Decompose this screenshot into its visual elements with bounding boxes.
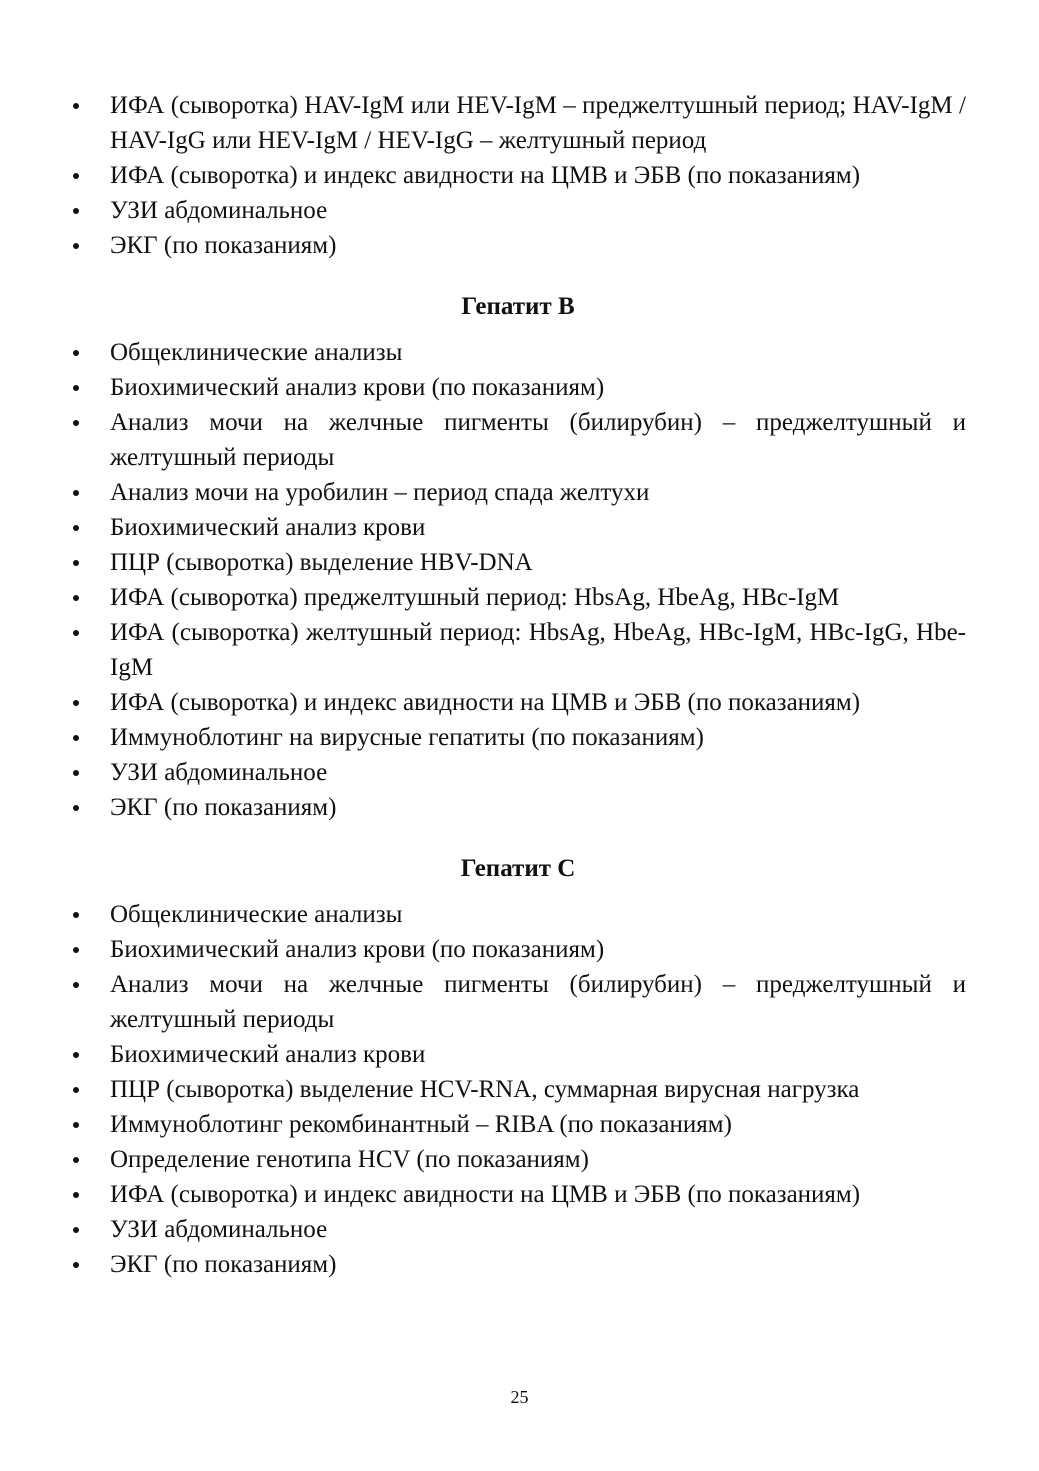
list-item: Анализ мочи на уробилин – период спада желтухи [70,475,966,510]
list-item: Биохимический анализ крови [70,510,966,545]
list-item: ЭКГ (по показаниям) [70,228,966,263]
section-title-hepatitis-c: Гепатит С [460,855,576,882]
list-item: Биохимический анализ крови (по показаниям) [70,370,966,405]
page-content [70,88,966,1282]
list-item: ИФА (сыворотка) HAV-IgM или HEV-IgM – преджелтушный период; HAV-IgM / HAV-IgG или HEV-IgM / HEV-IgG – желтушный период [70,88,966,158]
list-item: Биохимический анализ крови [70,1037,966,1072]
list-item: Биохимический анализ крови (по показаниям) [70,932,966,967]
section-title-hepatitis-b: Гепатит В [461,293,575,320]
list-item: Общеклинические анализы [70,897,966,932]
list-item: ИФА (сыворотка) и индекс авидности на ЦМВ и ЭБВ (по показаниям) [70,158,966,193]
list-item: Общеклинические анализы [70,335,966,370]
list-item: ПЦР (сыворотка) выделение HBV-DNA [70,545,966,580]
list-item: Определение генотипа HCV (по показаниям) [70,1142,966,1177]
list-item: УЗИ абдоминальное [70,193,966,228]
list-item: ИФА (сыворотка) желтушный период: HbsAg, HbeAg, HBc-IgM, HBc-IgG, Hbe-IgM [70,615,966,685]
list-item: УЗИ абдоминальное [70,755,966,790]
list-item: ИФА (сыворотка) преджелтушный период: HbsAg, HbeAg, HBc-IgM [70,580,966,615]
hepatitis-b-bullet-list [70,335,966,825]
top-bullet-list [70,88,966,263]
list-item: ПЦР (сыворотка) выделение HCV-RNA, суммарная вирусная нагрузка [70,1072,966,1107]
list-item: ИФА (сыворотка) и индекс авидности на ЦМВ и ЭБВ (по показаниям) [70,1177,966,1212]
page-number: 25 [510,1387,529,1407]
list-item: Анализ мочи на желчные пигменты (билирубин) – преджелтушный и желтушный периоды [70,405,966,475]
list-item: УЗИ абдоминальное [70,1212,966,1247]
hepatitis-c-bullet-list [70,897,966,1282]
list-item: Анализ мочи на желчные пигменты (билирубин) – преджелтушный и желтушный периоды [70,967,966,1037]
list-item: Иммуноблотинг рекомбинантный – RIBA (по показаниям) [70,1107,966,1142]
list-item: ЭКГ (по показаниям) [70,1247,966,1282]
list-item: ИФА (сыворотка) и индекс авидности на ЦМВ и ЭБВ (по показаниям) [70,685,966,720]
list-item: ЭКГ (по показаниям) [70,790,966,825]
list-item: Иммуноблотинг на вирусные гепатиты (по показаниям) [70,720,966,755]
